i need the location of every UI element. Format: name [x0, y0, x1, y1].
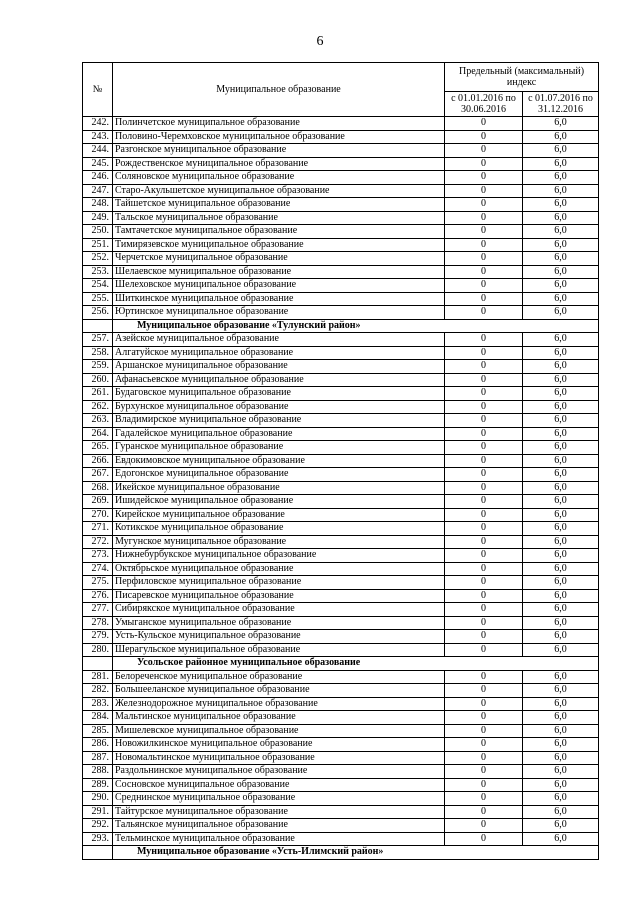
row-value-period-1: 0	[445, 238, 523, 252]
table-row	[83, 373, 599, 387]
row-value-period-1: 0	[445, 117, 523, 131]
row-municipality: Раздольнинское муниципальное образование	[113, 765, 445, 779]
row-value-period-1: 0	[445, 792, 523, 806]
table-row	[83, 184, 599, 198]
row-municipality: Юртинское муниципальное образование	[113, 306, 445, 320]
row-number: 259.	[83, 360, 113, 374]
row-value-period-2: 6,0	[523, 238, 599, 252]
row-value-period-2: 6,0	[523, 441, 599, 455]
row-municipality: Белореченское муниципальное образование	[113, 670, 445, 684]
row-municipality: Среднинское муниципальное образование	[113, 792, 445, 806]
table-row	[83, 468, 599, 482]
table-row	[83, 778, 599, 792]
table-row	[83, 198, 599, 212]
row-value-period-2: 6,0	[523, 481, 599, 495]
table-row	[83, 643, 599, 657]
row-value-period-2: 6,0	[523, 616, 599, 630]
row-number: 246.	[83, 171, 113, 185]
row-number: 292.	[83, 819, 113, 833]
row-value-period-2: 6,0	[523, 171, 599, 185]
row-value-period-1: 0	[445, 684, 523, 698]
row-value-period-1: 0	[445, 130, 523, 144]
row-value-period-2: 6,0	[523, 765, 599, 779]
row-value-period-2: 6,0	[523, 414, 599, 428]
row-value-period-2: 6,0	[523, 373, 599, 387]
row-value-period-1: 0	[445, 333, 523, 347]
row-value-period-1: 0	[445, 144, 523, 158]
row-municipality: Умыганское муниципальное образование	[113, 616, 445, 630]
row-municipality: Кирейское муниципальное образование	[113, 508, 445, 522]
section-title: Усольское районное муниципальное образование	[113, 657, 599, 671]
row-municipality: Рождественское муниципальное образование	[113, 157, 445, 171]
row-number: 250.	[83, 225, 113, 239]
row-municipality: Шиткинское муниципальное образование	[113, 292, 445, 306]
row-municipality: Большееланское муниципальное образование	[113, 684, 445, 698]
row-value-period-2: 6,0	[523, 184, 599, 198]
row-number: 288.	[83, 765, 113, 779]
row-value-period-2: 6,0	[523, 454, 599, 468]
row-municipality: Тальянское муниципальное образование	[113, 819, 445, 833]
table-row	[83, 481, 599, 495]
row-municipality: Октябрьское муниципальное образование	[113, 562, 445, 576]
row-municipality: Гуранское муниципальное образование	[113, 441, 445, 455]
table-row	[83, 670, 599, 684]
row-value-period-2: 6,0	[523, 643, 599, 657]
row-value-period-2: 6,0	[523, 360, 599, 374]
row-value-period-1: 0	[445, 157, 523, 171]
row-value-period-2: 6,0	[523, 333, 599, 347]
row-value-period-1: 0	[445, 306, 523, 320]
row-value-period-2: 6,0	[523, 832, 599, 846]
table-row	[83, 765, 599, 779]
row-value-period-1: 0	[445, 576, 523, 590]
row-value-period-2: 6,0	[523, 130, 599, 144]
table-row	[83, 751, 599, 765]
row-value-period-2: 6,0	[523, 819, 599, 833]
row-municipality: Тельминское муниципальное образование	[113, 832, 445, 846]
row-value-period-2: 6,0	[523, 346, 599, 360]
row-number: 278.	[83, 616, 113, 630]
row-municipality: Сосновское муниципальное образование	[113, 778, 445, 792]
table-row	[83, 171, 599, 185]
row-number: 266.	[83, 454, 113, 468]
table-row	[83, 346, 599, 360]
row-value-period-1: 0	[445, 643, 523, 657]
row-value-period-1: 0	[445, 522, 523, 536]
table-row	[83, 279, 599, 293]
row-value-period-1: 0	[445, 819, 523, 833]
row-value-period-1: 0	[445, 427, 523, 441]
row-value-period-1: 0	[445, 265, 523, 279]
section-num-cell	[83, 319, 113, 333]
header-period-2: с 01.07.2016 по 31.12.2016	[523, 92, 599, 117]
row-municipality: Тимирязевское муниципальное образование	[113, 238, 445, 252]
row-number: 268.	[83, 481, 113, 495]
row-number: 261.	[83, 387, 113, 401]
row-municipality: Соляновское муниципальное образование	[113, 171, 445, 185]
section-num-cell	[83, 846, 113, 860]
row-value-period-2: 6,0	[523, 670, 599, 684]
table-row	[83, 738, 599, 752]
row-municipality: Тальское муниципальное образование	[113, 211, 445, 225]
table-row	[83, 441, 599, 455]
row-municipality: Полинчетское муниципальное образование	[113, 117, 445, 131]
row-value-period-1: 0	[445, 252, 523, 266]
row-number: 279.	[83, 630, 113, 644]
row-number: 280.	[83, 643, 113, 657]
table-row	[83, 292, 599, 306]
table-row	[83, 630, 599, 644]
row-number: 276.	[83, 589, 113, 603]
table-row	[83, 130, 599, 144]
row-number: 293.	[83, 832, 113, 846]
row-value-period-1: 0	[445, 346, 523, 360]
row-number: 286.	[83, 738, 113, 752]
table-row	[83, 211, 599, 225]
row-value-period-2: 6,0	[523, 225, 599, 239]
row-value-period-1: 0	[445, 589, 523, 603]
row-number: 289.	[83, 778, 113, 792]
table-row	[83, 454, 599, 468]
row-value-period-1: 0	[445, 184, 523, 198]
row-value-period-1: 0	[445, 778, 523, 792]
row-value-period-1: 0	[445, 481, 523, 495]
row-municipality: Алгатуйское муниципальное образование	[113, 346, 445, 360]
table-row	[83, 157, 599, 171]
row-value-period-2: 6,0	[523, 792, 599, 806]
row-number: 243.	[83, 130, 113, 144]
row-value-period-2: 6,0	[523, 589, 599, 603]
table-row	[83, 306, 599, 320]
row-value-period-2: 6,0	[523, 778, 599, 792]
section-row	[83, 657, 599, 671]
row-municipality: Азейское муниципальное образование	[113, 333, 445, 347]
row-municipality: Шелеховское муниципальное образование	[113, 279, 445, 293]
table-row	[83, 265, 599, 279]
row-number: 260.	[83, 373, 113, 387]
row-value-period-1: 0	[445, 751, 523, 765]
table-row	[83, 117, 599, 131]
row-value-period-1: 0	[445, 211, 523, 225]
row-number: 249.	[83, 211, 113, 225]
row-value-period-1: 0	[445, 454, 523, 468]
row-municipality: Сибирякское муниципальное образование	[113, 603, 445, 617]
row-value-period-1: 0	[445, 711, 523, 725]
section-row	[83, 319, 599, 333]
table-row	[83, 819, 599, 833]
table-row	[83, 360, 599, 374]
table-row	[83, 832, 599, 846]
row-value-period-2: 6,0	[523, 252, 599, 266]
table-row	[83, 792, 599, 806]
row-number: 273.	[83, 549, 113, 563]
header-period-1: с 01.01.2016 по 30.06.2016	[445, 92, 523, 117]
row-municipality: Бурхунское муниципальное образование	[113, 400, 445, 414]
row-value-period-1: 0	[445, 738, 523, 752]
row-number: 271.	[83, 522, 113, 536]
row-municipality: Котикское муниципальное образование	[113, 522, 445, 536]
row-number: 283.	[83, 697, 113, 711]
row-number: 242.	[83, 117, 113, 131]
row-value-period-2: 6,0	[523, 306, 599, 320]
row-value-period-2: 6,0	[523, 549, 599, 563]
row-number: 263.	[83, 414, 113, 428]
table-row	[83, 562, 599, 576]
row-number: 255.	[83, 292, 113, 306]
table-row	[83, 603, 599, 617]
row-value-period-1: 0	[445, 171, 523, 185]
row-number: 257.	[83, 333, 113, 347]
table-row	[83, 616, 599, 630]
row-value-period-1: 0	[445, 400, 523, 414]
header-index: Предельный (максимальный) индекс	[445, 63, 599, 92]
row-municipality: Аршанское муниципальное образование	[113, 360, 445, 374]
row-number: 244.	[83, 144, 113, 158]
row-value-period-1: 0	[445, 508, 523, 522]
row-value-period-2: 6,0	[523, 751, 599, 765]
row-municipality: Мугунское муниципальное образование	[113, 535, 445, 549]
row-number: 291.	[83, 805, 113, 819]
table-row	[83, 522, 599, 536]
row-municipality: Гадалейское муниципальное образование	[113, 427, 445, 441]
row-number: 251.	[83, 238, 113, 252]
row-value-period-2: 6,0	[523, 198, 599, 212]
row-municipality: Едогонское муниципальное образование	[113, 468, 445, 482]
row-number: 267.	[83, 468, 113, 482]
table-row	[83, 711, 599, 725]
row-number: 247.	[83, 184, 113, 198]
row-value-period-2: 6,0	[523, 157, 599, 171]
row-value-period-1: 0	[445, 562, 523, 576]
row-number: 262.	[83, 400, 113, 414]
row-value-period-1: 0	[445, 225, 523, 239]
table-row	[83, 495, 599, 509]
row-value-period-2: 6,0	[523, 805, 599, 819]
row-municipality: Шелаевское муниципальное образование	[113, 265, 445, 279]
row-municipality: Тайшетское муниципальное образование	[113, 198, 445, 212]
table-row	[83, 697, 599, 711]
row-number: 290.	[83, 792, 113, 806]
row-municipality: Владимирское муниципальное образование	[113, 414, 445, 428]
row-value-period-2: 6,0	[523, 279, 599, 293]
section-title: Муниципальное образование «Тулунский район»	[113, 319, 599, 333]
row-value-period-2: 6,0	[523, 292, 599, 306]
row-value-period-2: 6,0	[523, 535, 599, 549]
row-value-period-2: 6,0	[523, 576, 599, 590]
row-value-period-2: 6,0	[523, 468, 599, 482]
row-number: 248.	[83, 198, 113, 212]
row-value-period-2: 6,0	[523, 117, 599, 131]
row-number: 284.	[83, 711, 113, 725]
row-value-period-1: 0	[445, 616, 523, 630]
row-municipality: Ишидейское муниципальное образование	[113, 495, 445, 509]
row-municipality: Разгонское муниципальное образование	[113, 144, 445, 158]
page-number: 6	[316, 34, 324, 49]
row-number: 269.	[83, 495, 113, 509]
row-value-period-2: 6,0	[523, 738, 599, 752]
table-row	[83, 225, 599, 239]
row-municipality: Старо-Акульшетское муниципальное образование	[113, 184, 445, 198]
row-municipality: Новожилкинское муниципальное образование	[113, 738, 445, 752]
row-value-period-1: 0	[445, 441, 523, 455]
table-row	[83, 684, 599, 698]
row-number: 258.	[83, 346, 113, 360]
row-value-period-1: 0	[445, 279, 523, 293]
row-value-period-1: 0	[445, 724, 523, 738]
row-value-period-2: 6,0	[523, 603, 599, 617]
row-number: 285.	[83, 724, 113, 738]
row-municipality: Шерагульское муниципальное образование	[113, 643, 445, 657]
header-name: Муниципальное образование	[113, 63, 445, 117]
row-value-period-2: 6,0	[523, 562, 599, 576]
row-value-period-2: 6,0	[523, 697, 599, 711]
row-value-period-2: 6,0	[523, 144, 599, 158]
row-value-period-2: 6,0	[523, 495, 599, 509]
row-value-period-1: 0	[445, 495, 523, 509]
row-value-period-1: 0	[445, 360, 523, 374]
row-number: 265.	[83, 441, 113, 455]
table-row	[83, 724, 599, 738]
row-value-period-2: 6,0	[523, 711, 599, 725]
row-municipality: Тамтачетское муниципальное образование	[113, 225, 445, 239]
row-value-period-2: 6,0	[523, 427, 599, 441]
table-row	[83, 400, 599, 414]
row-value-period-2: 6,0	[523, 522, 599, 536]
row-number: 282.	[83, 684, 113, 698]
row-value-period-2: 6,0	[523, 684, 599, 698]
row-value-period-1: 0	[445, 549, 523, 563]
section-num-cell	[83, 657, 113, 671]
row-number: 254.	[83, 279, 113, 293]
row-value-period-2: 6,0	[523, 724, 599, 738]
table-row	[83, 589, 599, 603]
row-municipality: Усть-Кульское муниципальное образование	[113, 630, 445, 644]
row-value-period-2: 6,0	[523, 387, 599, 401]
row-number: 270.	[83, 508, 113, 522]
row-number: 253.	[83, 265, 113, 279]
row-value-period-1: 0	[445, 387, 523, 401]
row-municipality: Икейское муниципальное образование	[113, 481, 445, 495]
row-municipality: Писаревское муниципальное образование	[113, 589, 445, 603]
row-municipality: Евдокимовское муниципальное образование	[113, 454, 445, 468]
row-value-period-1: 0	[445, 535, 523, 549]
row-municipality: Новомальтинское муниципальное образование	[113, 751, 445, 765]
row-municipality: Афанасьевское муниципальное образование	[113, 373, 445, 387]
row-value-period-1: 0	[445, 805, 523, 819]
row-value-period-1: 0	[445, 198, 523, 212]
row-municipality: Перфиловское муниципальное образование	[113, 576, 445, 590]
table-row	[83, 387, 599, 401]
row-value-period-1: 0	[445, 670, 523, 684]
row-value-period-2: 6,0	[523, 265, 599, 279]
table-row	[83, 238, 599, 252]
row-number: 275.	[83, 576, 113, 590]
row-value-period-1: 0	[445, 373, 523, 387]
row-municipality: Будаговское муниципальное образование	[113, 387, 445, 401]
table-row	[83, 414, 599, 428]
row-value-period-1: 0	[445, 697, 523, 711]
header-num: №	[83, 63, 113, 117]
row-value-period-1: 0	[445, 630, 523, 644]
row-number: 264.	[83, 427, 113, 441]
row-value-period-2: 6,0	[523, 630, 599, 644]
row-municipality: Половино-Черемховское муниципальное образование	[113, 130, 445, 144]
row-number: 245.	[83, 157, 113, 171]
row-number: 272.	[83, 535, 113, 549]
table-row	[83, 144, 599, 158]
row-number: 274.	[83, 562, 113, 576]
table-row	[83, 549, 599, 563]
table-row	[83, 427, 599, 441]
row-municipality: Мальтинское муниципальное образование	[113, 711, 445, 725]
row-value-period-1: 0	[445, 414, 523, 428]
row-municipality: Железнодорожное муниципальное образование	[113, 697, 445, 711]
row-municipality: Мишелевское муниципальное образование	[113, 724, 445, 738]
row-value-period-1: 0	[445, 468, 523, 482]
table-row	[83, 508, 599, 522]
row-number: 281.	[83, 670, 113, 684]
row-municipality: Нижнебурбукское муниципальное образование	[113, 549, 445, 563]
table-row	[83, 805, 599, 819]
row-number: 252.	[83, 252, 113, 266]
row-value-period-1: 0	[445, 832, 523, 846]
row-municipality: Тайтурское муниципальное образование	[113, 805, 445, 819]
table-row	[83, 252, 599, 266]
row-value-period-1: 0	[445, 765, 523, 779]
index-table	[82, 62, 599, 860]
row-number: 277.	[83, 603, 113, 617]
section-row	[83, 846, 599, 860]
row-value-period-1: 0	[445, 603, 523, 617]
row-value-period-2: 6,0	[523, 508, 599, 522]
row-number: 256.	[83, 306, 113, 320]
table-row	[83, 333, 599, 347]
row-value-period-1: 0	[445, 292, 523, 306]
row-number: 287.	[83, 751, 113, 765]
section-title: Муниципальное образование «Усть-Илимский район»	[113, 846, 599, 860]
table-row	[83, 535, 599, 549]
row-value-period-2: 6,0	[523, 211, 599, 225]
table-row	[83, 576, 599, 590]
row-municipality: Черчетское муниципальное образование	[113, 252, 445, 266]
row-value-period-2: 6,0	[523, 400, 599, 414]
